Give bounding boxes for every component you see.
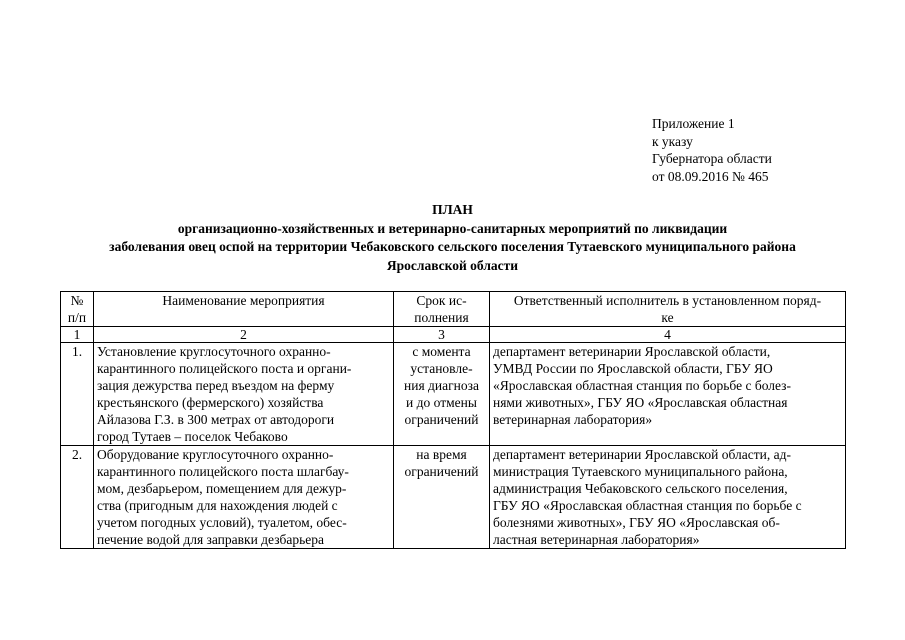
responsible-cell: департамент ветеринарии Ярославской области, ад- министрация Тутаевского муниципального района, администрация Чебаковского сельского поселения, ГБУ ЯО «Ярославская областная станция по борьбе с болезнями животных», ГБУ ЯО «Ярославская об- ластная ветеринарная лаборатория» [490,446,846,549]
row-number: 1. [61,343,94,446]
column-number-row [61,327,846,343]
column-number: 2 [94,327,394,343]
table-row [61,446,846,549]
activity-cell: Оборудование круглосуточного охранно- карантинного полицейского поста шлагбау- мом, дезбарьером, помещением для дежур- ства (пригодным для нахождения людей с учетом погодных условий), туалетом, обес- печение водой для заправки дезбарьера [94,446,394,549]
plan-table [60,291,846,549]
title-line: заболевания овец оспой на территории Чебаковского сельского поселения Тутаевского муниципального района [109,239,796,254]
header-activity: Наименование мероприятия [94,292,394,327]
appendix-line: Губернатора области [652,151,772,166]
document-title [40,201,865,275]
appendix-line: от 08.09.2016 № 465 [652,168,769,184]
header-term: Срок ис- полнения [394,292,490,327]
appendix-block [652,115,772,185]
activity-cell: Установление круглосуточного охранно- карантинного полицейского поста и органи- зация дежурства перед въездом на ферму крестьянского (фермерского) хозяйства Айлазова Г.З. в 300 метрах от автодороги город Тутаев – поселок Чебаково [94,343,394,446]
term-cell: на время ограничений [394,446,490,549]
title-line: организационно-хозяйственных и ветеринарно-санитарных мероприятий по ликвидации [177,220,728,236]
appendix-line: Приложение 1 [652,116,735,131]
responsible-cell: департамент ветеринарии Ярославской области, УМВД России по Ярославской области, ГБУ ЯО «Ярославская областная станция по борьбе с болез- нями животных», ГБУ ЯО «Ярославская областная ветеринарная лаборатория» [490,343,846,446]
row-number: 2. [61,446,94,549]
table-row [61,343,846,446]
header-responsible: Ответственный исполнитель в установленном поряд- ке [490,292,846,327]
term-cell: с момента установле- ния диагноза и до отмены ограничений [394,343,490,446]
title-line: Ярославской области [386,257,519,273]
table-header-row [61,292,846,327]
column-number: 4 [490,327,846,343]
header-number: № п/п [61,292,94,327]
appendix-line: к указу [652,133,693,149]
title-heading: ПЛАН [432,202,473,217]
column-number: 3 [394,327,490,343]
column-number: 1 [61,327,94,343]
